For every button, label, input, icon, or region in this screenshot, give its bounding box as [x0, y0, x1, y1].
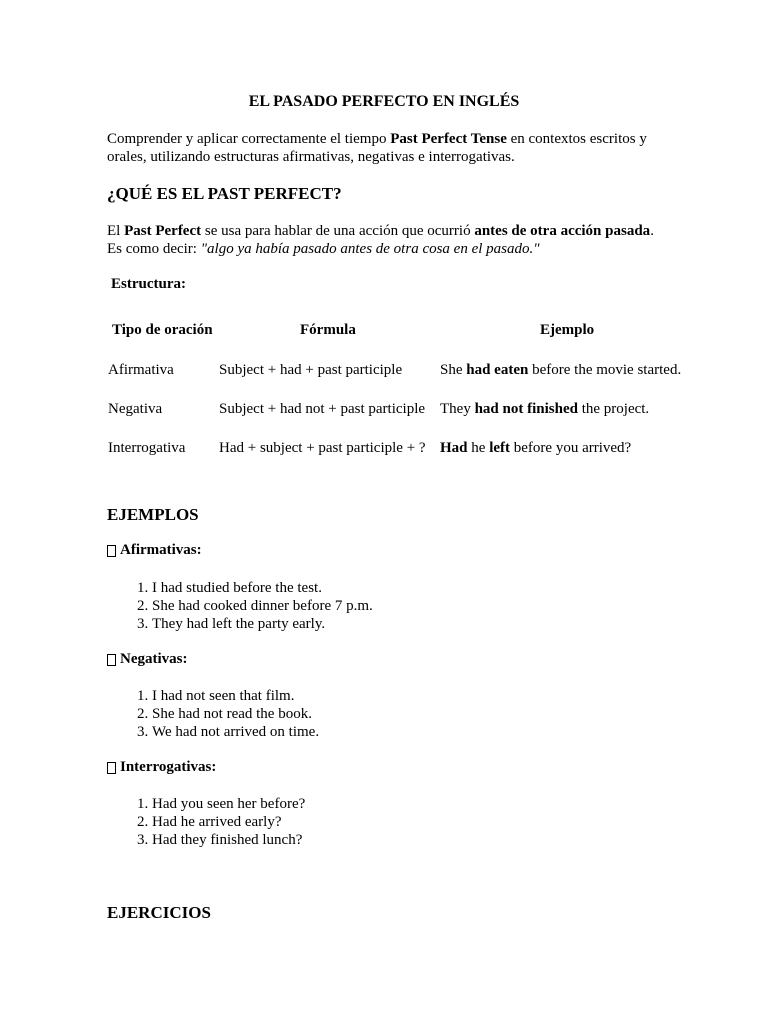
intro-text-1: Comprender y aplicar correctamente el tiempo [107, 131, 391, 147]
ex-bold: had not finished [474, 401, 578, 417]
list-item: 2. She had cooked dinner before 7 p.m. [152, 597, 373, 615]
list-item: 3. Had they finished lunch? [152, 831, 305, 849]
definition-paragraph [107, 222, 697, 258]
definition-line-2 [107, 240, 697, 258]
ex-text: he [467, 440, 490, 456]
structure-label: Estructura: [111, 276, 186, 292]
table-row-negative-type: Negativa [108, 401, 163, 417]
list-item: 1. Had you seen her before? [152, 795, 305, 813]
def-bold-b: Past Perfect [124, 223, 202, 239]
intro-bold: Past Perfect Tense [390, 131, 507, 147]
checkbox-glyph-icon [107, 654, 116, 666]
group-label: Afirmativas: [120, 542, 202, 558]
table-row-interrogative-formula: Had + subject + past participle + ? [219, 440, 426, 456]
list-item: 1. I had not seen that film. [152, 687, 319, 705]
list-item: 3. They had left the party early. [152, 615, 373, 633]
examples-affirmative-label [107, 542, 202, 559]
ex-bold: left [489, 440, 511, 456]
examples-affirmative-list [107, 579, 373, 633]
ex-text: She [440, 362, 467, 378]
section-heading-exercises: EJERCICIOS [107, 903, 211, 922]
checkbox-glyph-icon [107, 545, 116, 557]
def-bold-d: antes de otra acción pasada [474, 223, 651, 239]
section-heading-what-is: ¿QUÉ ES EL PAST PERFECT? [107, 184, 342, 203]
ex-bold: had eaten [466, 362, 529, 378]
def-text-a: El [107, 223, 125, 239]
table-row-interrogative-type: Interrogativa [108, 440, 186, 456]
table-row-affirmative-example [440, 362, 681, 379]
list-item: 1. I had studied before the test. [152, 579, 373, 597]
examples-interrogative-label [107, 759, 216, 776]
table-row-affirmative-type: Afirmativa [108, 362, 174, 378]
ex-text: They [440, 401, 475, 417]
table-header-formula: Fórmula [300, 322, 356, 338]
section-heading-examples: EJEMPLOS [107, 505, 199, 524]
examples-negative-label [107, 651, 188, 668]
table-header-type: Tipo de oración [112, 322, 213, 338]
table-row-negative-formula: Subject + had not + past participle [219, 401, 426, 417]
group-label: Negativas: [120, 651, 188, 667]
examples-negative-list [107, 687, 319, 741]
ex-text: the project. [577, 401, 650, 417]
table-header-example: Ejemplo [540, 322, 595, 338]
group-label: Interrogativas: [120, 759, 217, 775]
table-row-negative-example [440, 401, 649, 418]
def-quote: "algo ya había pasado antes de otra cosa en el pasado." [200, 241, 540, 257]
table-row-interrogative-example [440, 440, 631, 457]
ex-text: before you arrived? [510, 440, 632, 456]
intro-text-2: en contextos escritos y orales, utilizando estructuras afirmativas, negativas e interrogativas. [107, 131, 647, 165]
def-text-e: . [650, 223, 654, 239]
definition-line-1 [107, 222, 697, 240]
def-text-c: se usa para hablar de una acción que ocurrió [201, 223, 475, 239]
list-item: 2. Had he arrived early? [152, 813, 305, 831]
intro-paragraph [107, 130, 667, 166]
checkbox-glyph-icon [107, 762, 116, 774]
def-text-f: Es como decir: [107, 241, 201, 257]
ex-text: before the movie started. [528, 362, 682, 378]
table-row-affirmative-formula: Subject + had + past participle [219, 362, 403, 378]
list-item: 3. We had not arrived on time. [152, 723, 319, 741]
page-title: EL PASADO PERFECTO EN INGLÉS [248, 93, 520, 110]
examples-interrogative-list [107, 795, 305, 849]
list-item: 2. She had not read the book. [152, 705, 319, 723]
ex-bold: Had [440, 440, 468, 456]
